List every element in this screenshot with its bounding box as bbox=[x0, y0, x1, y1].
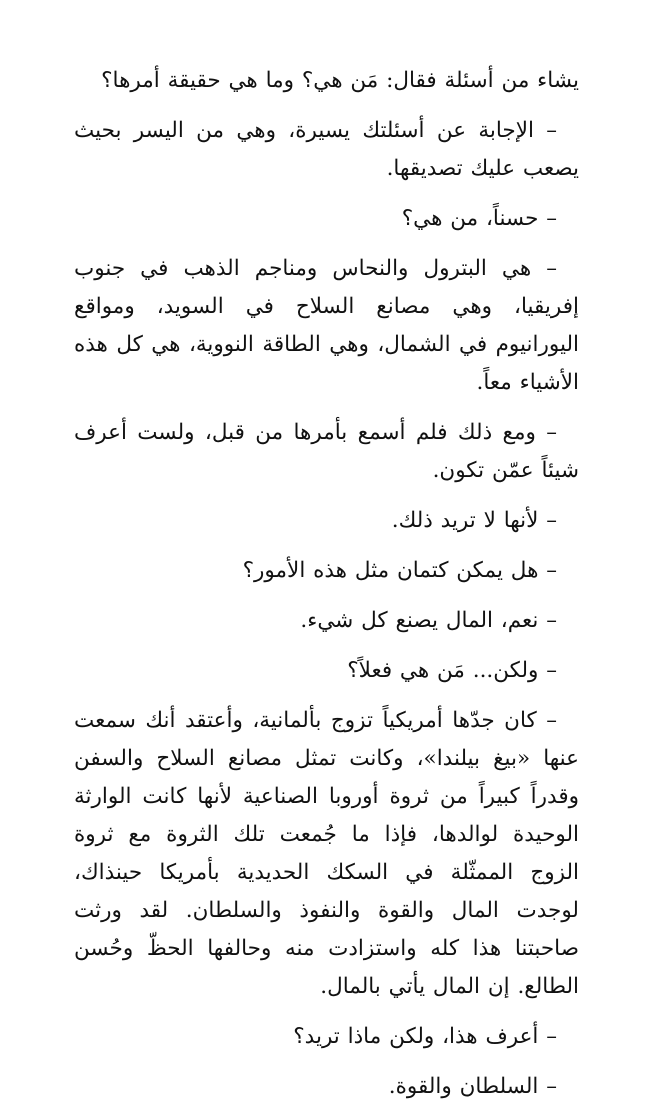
paragraph-money-makes: – نعم، المال يصنع كل شيء. bbox=[300, 608, 557, 633]
paragraph-grandfather: – كان جدّها أمريكياً تزوج بألمانية، وأعتقد أنك سمعت عنها «بيغ بيلندا»، وكانت تمثل مصانع السلاح والسفن وقدراً كبيراً من ثروة أوروبا الصناعية لأنها كانت الوارثة الوحيدة لوالدها، فإذا ما جُمعت تلك الثروة مع ثروة الزوج الممثّلة في السكك الحديدية بأمريكا حينذاك، لوجدت المال والقوة والنفوذ والسلطان. لقد ورثت صاحبتنا هذا كله واستزادت منه وحالفها الحظّ وحُسن الطالع. إن المال يأتي بالمال. bbox=[74, 708, 579, 999]
paragraph-ok-who: – حسناً، من هي؟ bbox=[401, 206, 557, 231]
paragraph-power: – السلطان والقوة. bbox=[388, 1074, 557, 1099]
paragraph-does-not-want: – لأنها لا تريد ذلك. bbox=[391, 508, 557, 533]
paragraph-question-who: يشاء من أسئلة فقال: مَن هي؟ وما هي حقيقة أمرها؟ bbox=[101, 68, 579, 93]
paragraph-answer-easy: – الإجابة عن أسئلتك يسيرة، وهي من اليسر بحيث يصعب عليك تصديقها. bbox=[74, 118, 579, 181]
paragraph-but-who: – ولكن... مَن هي فعلاً؟ bbox=[347, 658, 557, 683]
paragraph-never-heard: – ومع ذلك فلم أسمع بأمرها من قبل، ولست أعرف شيئاً عمّن تكون. bbox=[74, 420, 579, 483]
paragraph-what-she-wants: – أعرف هذا، ولكن ماذا تريد؟ bbox=[293, 1024, 557, 1049]
paragraph-conceal: – هل يمكن كتمان مثل هذه الأمور؟ bbox=[242, 558, 557, 583]
paragraph-petroleum: – هي البترول والنحاس ومناجم الذهب في جنوب إفريقيا، وهي مصانع السلاح في السويد، ومواقع اليورانيوم في الشمال، وهي الطاقة النووية، هي كل هذه الأشياء معاً. bbox=[74, 256, 579, 395]
